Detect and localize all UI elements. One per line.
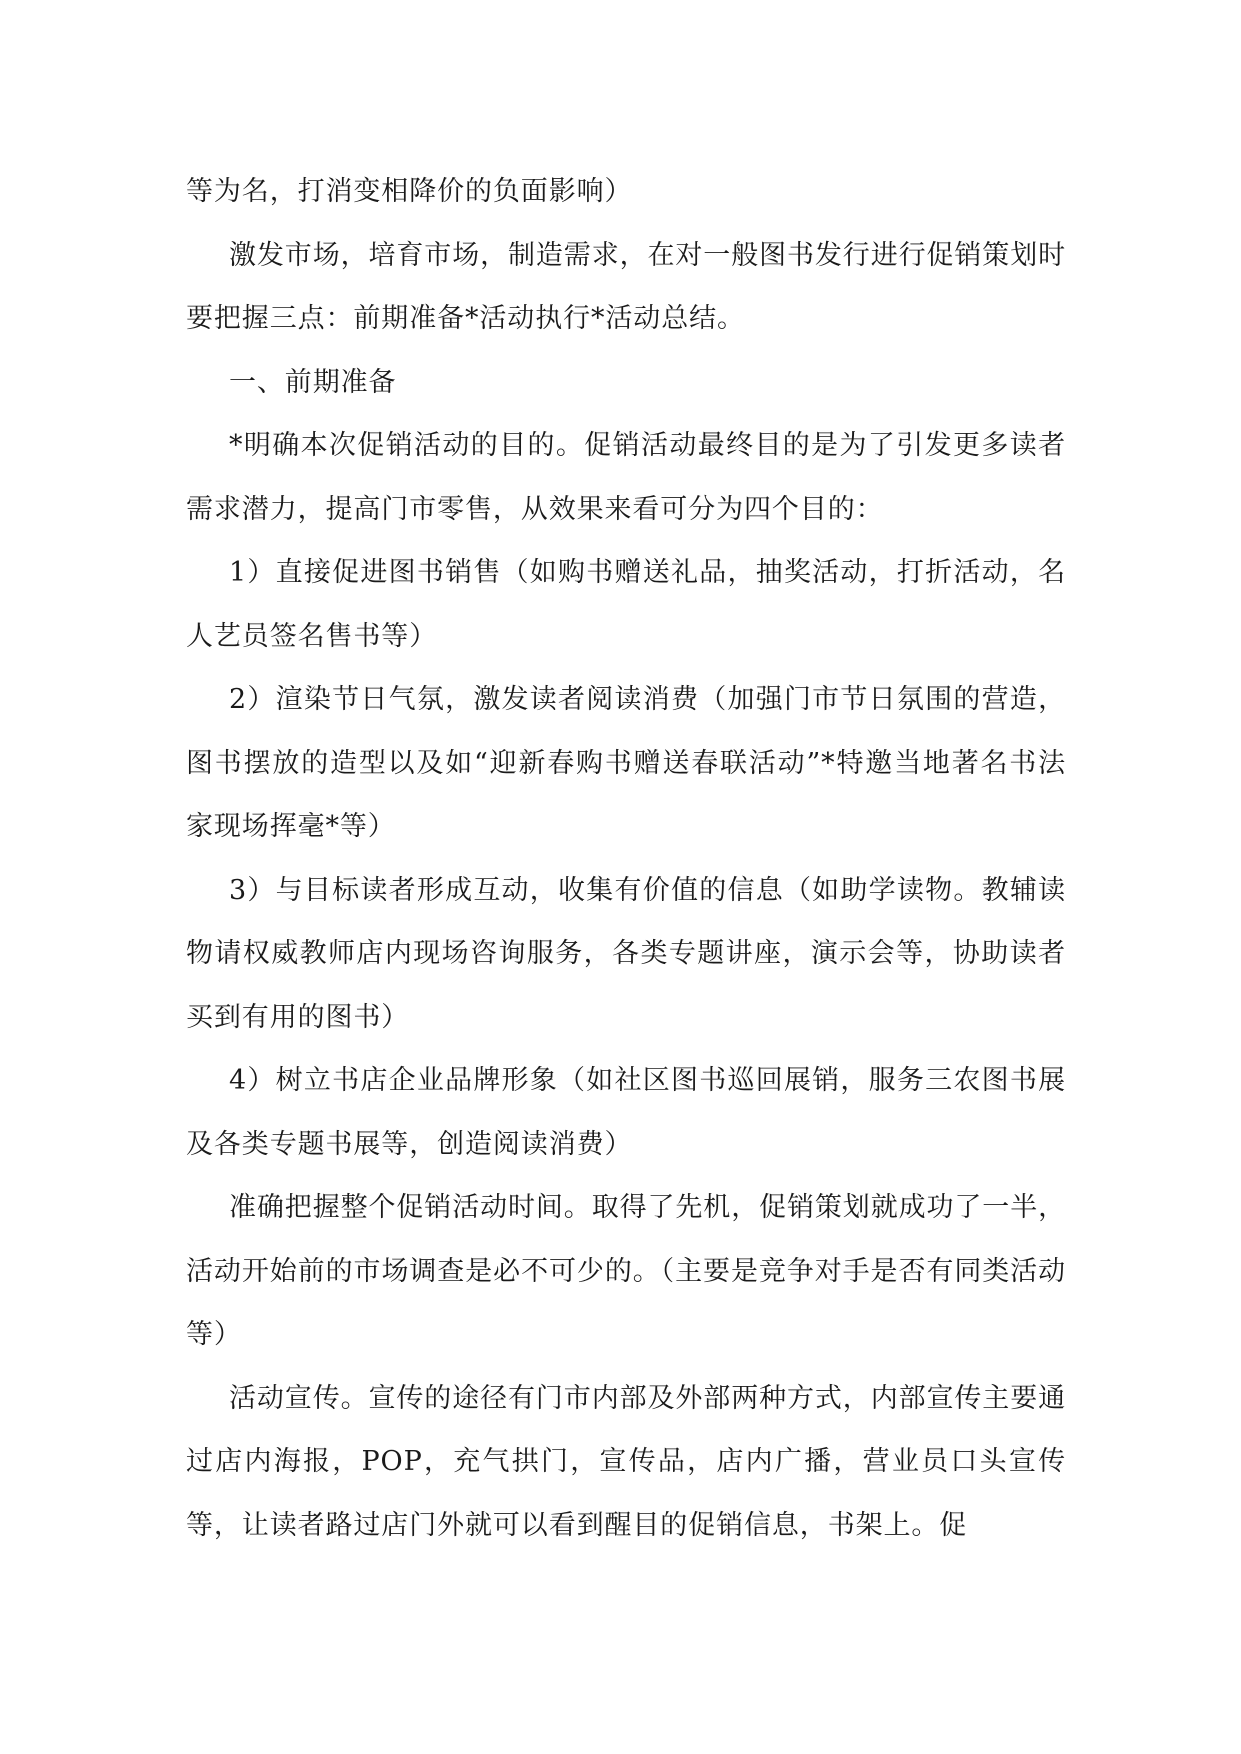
paragraph-publicity: 活动宣传。宣传的途径有门市内部及外部两种方式，内部宣传主要通过店内海报，POP，充气拱门，宣传品，店内广播，营业员口头宣传等，让读者路过店门外就可以看到醒目的促销信息，书架上。促 xyxy=(186,1382,1066,1541)
section-heading-preparation: 一、前期准备 xyxy=(229,366,397,398)
paragraph-continuation: 等为名，打消变相降价的负面影响） xyxy=(186,176,633,207)
list-item-4: 4）树立书店企业品牌形象（如社区图书巡回展销，服务三农图书展及各类专题书展等，创造阅读消费） xyxy=(186,1065,1066,1160)
paragraph-intro: 激发市场，培育市场，制造需求，在对一般图书发行进行促销策划时要把握三点：前期准备*活动执行*活动总结。 xyxy=(186,239,1066,334)
list-item-2: 2）渲染节日气氛，激发读者阅读消费（加强门市节日氛围的营造，图书摆放的造型以及如“迎新春购书赠送春联活动”*特邀当地著名书法家现场挥毫*等） xyxy=(186,684,1066,842)
list-item-1: 1）直接促进图书销售（如购书赠送礼品，抽奖活动，打折活动，名人艺员签名售书等） xyxy=(186,557,1066,652)
document-body xyxy=(186,160,1066,1557)
paragraph-timing: 准确把握整个促销活动时间。取得了先机，促销策划就成功了一半，活动开始前的市场调查是必不可少的。（主要是竞争对手是否有同类活动等） xyxy=(186,1192,1066,1350)
paragraph-purpose: *明确本次促销活动的目的。促销活动最终目的是为了引发更多读者需求潜力，提高门市零售，从效果来看可分为四个目的： xyxy=(186,430,1066,525)
list-item-3: 3）与目标读者形成互动，收集有价值的信息（如助学读物。教辅读物请权威教师店内现场咨询服务，各类专题讲座，演示会等，协助读者买到有用的图书） xyxy=(186,874,1066,1033)
